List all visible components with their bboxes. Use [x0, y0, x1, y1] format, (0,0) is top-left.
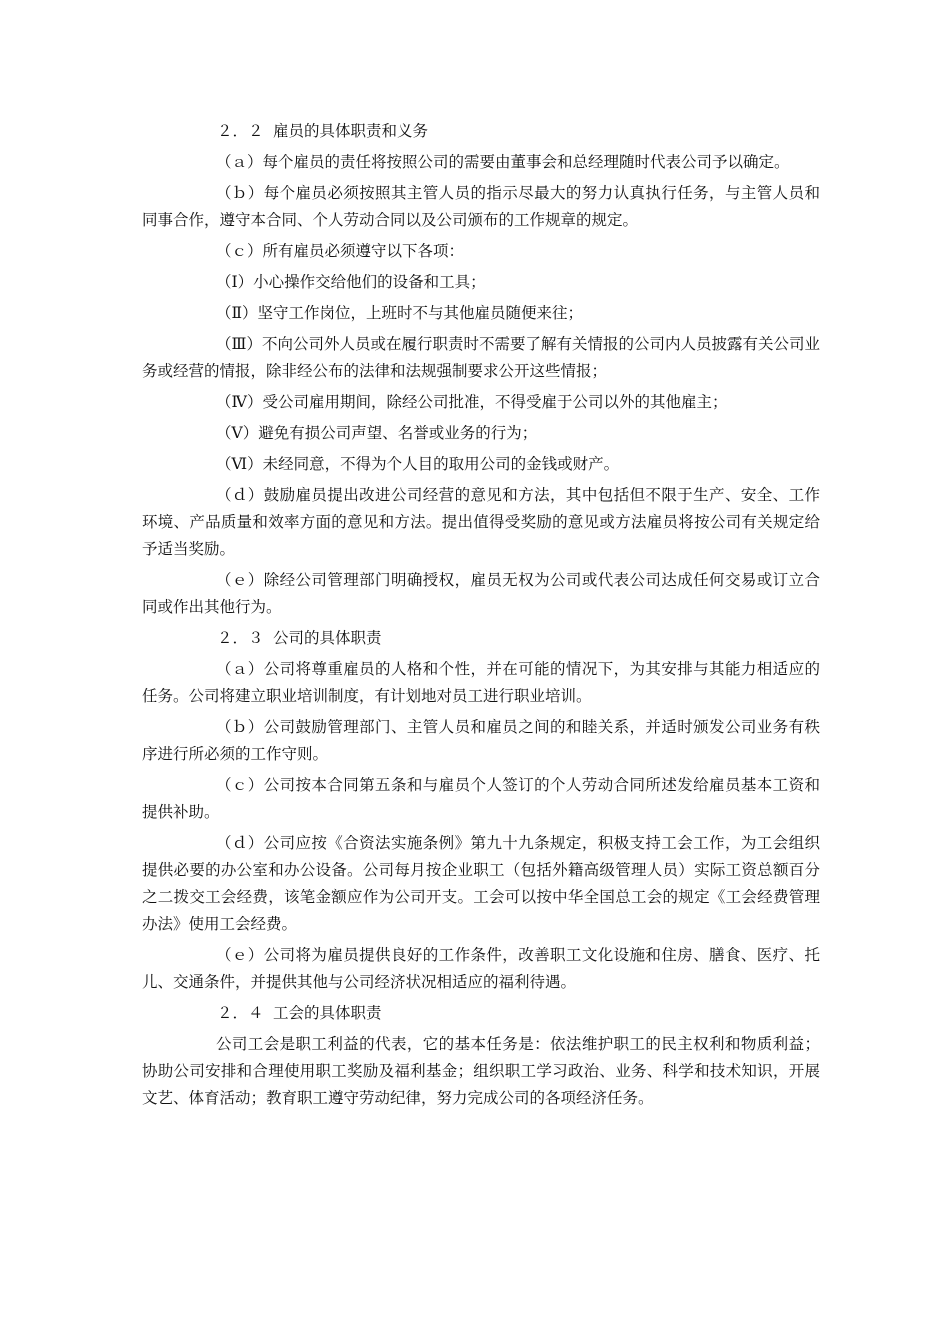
section-heading-2-2 — [142, 118, 820, 145]
clause-2-3-e: （ｅ）公司将为雇员提供良好的工作条件，改善职工文化设施和住房、膳食、医疗、托儿、交通条件，并提供其他与公司经济状况相适应的福利待遇。 — [142, 946, 820, 991]
clause-2-3-b: （ｂ）公司鼓励管理部门、主管人员和雇员之间的和睦关系，并适时颁发公司业务有秩序进行所必须的工作守则。 — [142, 718, 820, 763]
clause-2-2-c-v: （Ⅴ）避免有损公司声望、名誉或业务的行为； — [216, 424, 538, 442]
section-number: ２．４ — [217, 1004, 264, 1022]
clause-2-2-e: （ｅ）除经公司管理部门明确授权，雇员无权为公司或代表公司达成任何交易或订立合同或作出其他行为。 — [142, 571, 820, 616]
section-number: ２．２ — [217, 122, 264, 140]
clause-2-2-a: （ａ）每个雇员的责任将按照公司的需要由董事会和总经理随时代表公司予以确定。 — [216, 153, 790, 171]
clause-2-2-c-vi: （Ⅵ）未经同意，不得为个人目的取用公司的金钱或财产。 — [216, 455, 620, 473]
clause-2-3-c: （ｃ）公司按本合同第五条和与雇员个人签订的个人劳动合同所述发给雇员基本工资和提供补助。 — [142, 776, 820, 821]
clause-2-2-b: （ｂ）每个雇员必须按照其主管人员的指示尽最大的努力认真执行任务，与主管人员和同事合作，遵守本合同、个人劳动合同以及公司颁布的工作规章的规定。 — [142, 184, 820, 229]
section-title: 工会的具体职责 — [273, 1004, 382, 1022]
document-page — [142, 118, 820, 1116]
clause-2-2-c-ii: （Ⅱ）坚守工作岗位，上班时不与其他雇员随便来往； — [216, 304, 584, 322]
section-number: ２．３ — [217, 629, 264, 647]
section-heading-2-4 — [142, 1000, 820, 1027]
section-heading-2-3 — [142, 625, 820, 652]
clause-2-2-c-iii: （Ⅲ）不向公司外人员或在履行职责时不需要了解有关情报的公司内人员披露有关公司业务或经营的情报，除非经公布的法律和法规强制要求公开这些情报； — [142, 335, 820, 380]
clause-2-2-c-iv: （Ⅳ）受公司雇用期间，除经公司批准，不得受雇于公司以外的其他雇主； — [216, 393, 728, 411]
section-title: 公司的具体职责 — [273, 629, 382, 647]
clause-2-3-d: （ｄ）公司应按《合资法实施条例》第九十九条规定，积极支持工会工作，为工会组织提供必要的办公室和办公设备。公司每月按企业职工（包括外籍高级管理人员）实际工资总额百分之二拨交工会经费，该笔金额应作为公司开支。工会可以按中华全国总工会的规定《工会经费管理办法》使用工会经费。 — [142, 834, 820, 933]
clause-2-4-body: 公司工会是职工利益的代表，它的基本任务是：依法维护职工的民主权利和物质利益；协助公司安排和合理使用职工奖励及福利基金；组织职工学习政治、业务、科学和技术知识，开展文艺、体育活动；教育职工遵守劳动纪律，努力完成公司的各项经济任务。 — [142, 1035, 820, 1107]
clause-2-2-d: （ｄ）鼓励雇员提出改进公司经营的意见和方法，其中包括但不限于生产、安全、工作环境、产品质量和效率方面的意见和方法。提出值得受奖励的意见或方法雇员将按公司有关规定给予适当奖励。 — [142, 486, 820, 558]
clause-2-3-a: （ａ）公司将尊重雇员的人格和个性，并在可能的情况下，为其安排与其能力相适应的任务。公司将建立职业培训制度，有计划地对员工进行职业培训。 — [142, 660, 820, 705]
clause-2-2-c-i: （Ⅰ）小心操作交给他们的设备和工具； — [216, 273, 486, 291]
clause-2-2-c: （ｃ）所有雇员必须遵守以下各项： — [216, 242, 465, 260]
section-title: 雇员的具体职责和义务 — [273, 122, 429, 140]
